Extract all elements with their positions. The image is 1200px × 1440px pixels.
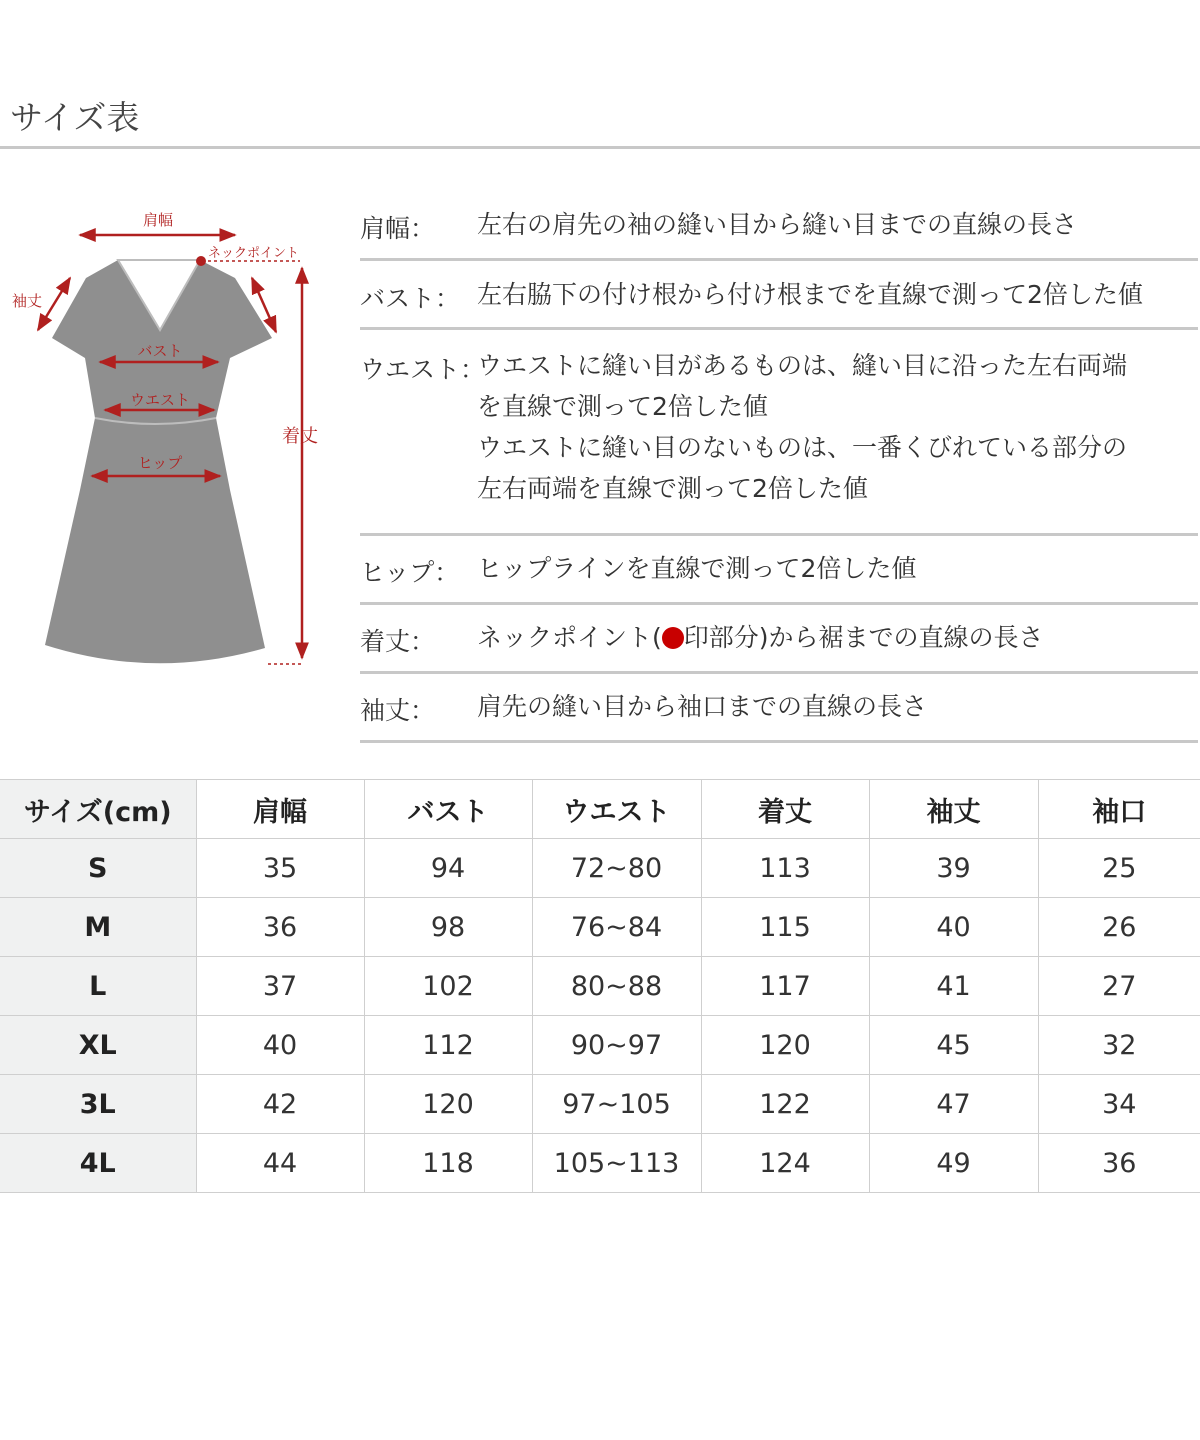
table-cell: 113 xyxy=(701,839,869,898)
definition-desc: ヒップラインを直線で測って2倍した値 xyxy=(477,554,917,583)
header-waist: ウエスト xyxy=(532,780,701,839)
header-cuff: 袖口 xyxy=(1038,780,1200,839)
table-row xyxy=(0,898,1200,957)
label-length: 着丈 xyxy=(282,426,318,447)
table-cell: 45 xyxy=(869,1016,1038,1075)
definition-bust xyxy=(360,261,1198,330)
table-cell: 25 xyxy=(1038,839,1200,898)
table-cell: 44 xyxy=(196,1134,364,1193)
table-cell: 42 xyxy=(196,1075,364,1134)
definition-waist xyxy=(360,330,1198,536)
table-row xyxy=(0,1016,1200,1075)
label-hip: ヒップ xyxy=(137,454,183,472)
size-cell: M xyxy=(0,898,196,957)
table-row xyxy=(0,1134,1200,1193)
table-cell: 72~80 xyxy=(532,839,701,898)
definition-length xyxy=(360,605,1198,674)
table-cell: 36 xyxy=(196,898,364,957)
definition-shoulder xyxy=(360,190,1198,261)
table-cell: 122 xyxy=(701,1075,869,1134)
definition-term: 袖丈： xyxy=(360,696,436,725)
definition-term: ウエスト： xyxy=(360,355,486,384)
table-cell: 120 xyxy=(364,1075,532,1134)
definition-desc: 左右の肩先の袖の縫い目から縫い目までの直線の長さ xyxy=(477,210,1078,239)
table-cell: 124 xyxy=(701,1134,869,1193)
table-cell: 35 xyxy=(196,839,364,898)
table-cell: 94 xyxy=(364,839,532,898)
table-cell: 102 xyxy=(364,957,532,1016)
label-bust: バスト xyxy=(137,342,183,360)
header-shoulder: 肩幅 xyxy=(196,780,364,839)
page-title: サイズ表 xyxy=(10,98,140,137)
size-cell: 3L xyxy=(0,1075,196,1134)
table-cell: 41 xyxy=(869,957,1038,1016)
table-row xyxy=(0,957,1200,1016)
table-cell: 120 xyxy=(701,1016,869,1075)
definition-desc: 肩先の縫い目から袖口までの直線の長さ xyxy=(477,692,928,721)
definition-desc: 左右脇下の付け根から付け根までを直線で測って2倍した値 xyxy=(477,280,1143,309)
table-row xyxy=(0,839,1200,898)
table-cell: 49 xyxy=(869,1134,1038,1193)
definition-desc: ウエストに縫い目があるものは、縫い目に沿った左右両端 を直線で測って2倍した値 ウエストに縫い目のないものは、一番くびれている部分の 左右両端を直線で測って2倍した値 xyxy=(477,351,1128,503)
definition-desc: ネックポイント( 印部分)から裾までの直線の長さ xyxy=(477,623,1044,652)
definition-term: 着丈： xyxy=(360,627,436,656)
table-cell: 97~105 xyxy=(532,1075,701,1134)
table-cell: 105~113 xyxy=(532,1134,701,1193)
header-length: 着丈 xyxy=(701,780,869,839)
table-cell: 40 xyxy=(196,1016,364,1075)
table-cell: 90~97 xyxy=(532,1016,701,1075)
table-cell: 118 xyxy=(364,1134,532,1193)
size-cell: S xyxy=(0,839,196,898)
neck-point-dot xyxy=(196,256,206,266)
header-size: サイズ(cm) xyxy=(0,780,196,839)
table-cell: 34 xyxy=(1038,1075,1200,1134)
definition-term: ヒップ： xyxy=(360,558,460,587)
table-cell: 40 xyxy=(869,898,1038,957)
label-neck-point: ネックポイント xyxy=(208,246,300,261)
table-cell: 39 xyxy=(869,839,1038,898)
label-shoulder: 肩幅 xyxy=(142,211,174,229)
table-cell: 32 xyxy=(1038,1016,1200,1075)
table-cell: 37 xyxy=(196,957,364,1016)
size-cell: XL xyxy=(0,1016,196,1075)
title-divider xyxy=(0,146,1200,149)
table-cell: 115 xyxy=(701,898,869,957)
size-table xyxy=(0,779,1200,1193)
size-cell: 4L xyxy=(0,1134,196,1193)
table-cell: 112 xyxy=(364,1016,532,1075)
table-cell: 36 xyxy=(1038,1134,1200,1193)
size-cell: L xyxy=(0,957,196,1016)
table-cell: 80~88 xyxy=(532,957,701,1016)
table-cell: 27 xyxy=(1038,957,1200,1016)
table-cell: 117 xyxy=(701,957,869,1016)
definition-term: 肩幅： xyxy=(360,214,436,243)
measurement-definitions xyxy=(360,190,1198,743)
definition-hip xyxy=(360,536,1198,605)
table-cell: 26 xyxy=(1038,898,1200,957)
table-cell: 98 xyxy=(364,898,532,957)
table-cell: 47 xyxy=(869,1075,1038,1134)
table-header-row xyxy=(0,780,1200,839)
table-row xyxy=(0,1075,1200,1134)
label-waist: ウエスト xyxy=(129,391,191,409)
header-sleeve: 袖丈 xyxy=(869,780,1038,839)
definition-sleeve xyxy=(360,674,1198,743)
garment-diagram xyxy=(0,190,340,690)
neck-point-marker-icon xyxy=(662,627,684,649)
label-sleeve: 袖丈 xyxy=(12,292,43,310)
table-cell: 76~84 xyxy=(532,898,701,957)
header-bust: バスト xyxy=(364,780,532,839)
definition-term: バスト： xyxy=(360,284,461,313)
